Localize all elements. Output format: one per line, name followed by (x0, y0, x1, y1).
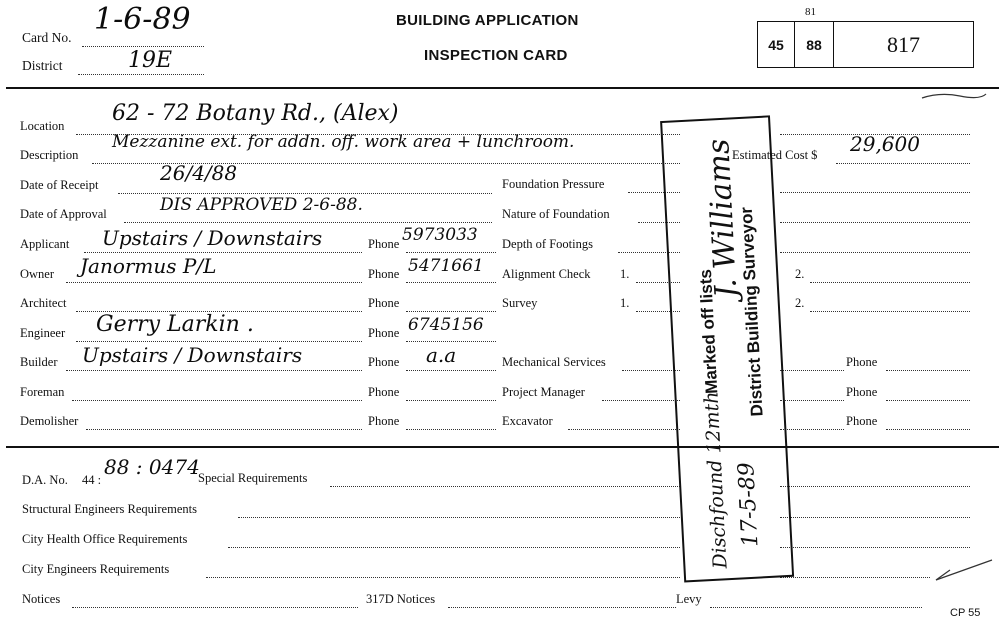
stamp-handwriting-2: 17-5-89 (734, 461, 764, 548)
mechanical-phone-label: Phone (846, 355, 878, 369)
city-engineers-requirements-label: City Engineers Requirements (22, 562, 170, 576)
form-code: CP 55 (950, 607, 981, 619)
pen-mark-top (920, 90, 990, 104)
applicant-phone-label: Phone (368, 237, 400, 251)
applicant-label: Applicant (20, 237, 70, 251)
project-manager-label: Project Manager (502, 385, 585, 399)
owner-phone-value: 5471661 (408, 256, 484, 276)
alignment-num-1: 1. (620, 267, 630, 281)
ref-box-3: 817 (833, 21, 974, 68)
location-value: 62 - 72 Botany Rd., (Alex) (112, 101, 399, 126)
card-no-value: 1-6-89 (94, 2, 191, 37)
engineer-label: Engineer (20, 326, 66, 340)
stamp-signature: J. Williams (701, 137, 745, 299)
divider-middle (6, 446, 999, 448)
survey-label: Survey (502, 296, 538, 310)
architect-label: Architect (20, 296, 67, 310)
date-receipt-value: 26/4/88 (160, 161, 238, 185)
architect-phone-label: Phone (368, 296, 400, 310)
foreman-label: Foreman (20, 385, 65, 399)
engineer-phone-value: 6745156 (408, 315, 484, 335)
levy-label: Levy (676, 592, 702, 606)
stamp-line-2: District Building Surveyor (736, 206, 767, 417)
alignment-check-label: Alignment Check (502, 267, 591, 281)
page-title: BUILDING APPLICATION (396, 12, 579, 29)
estimated-cost-value: 29,600 (850, 132, 920, 156)
applicant-phone-value: 5973033 (402, 225, 478, 245)
ref-box-2: 88 (794, 21, 834, 68)
date-approval-value: DIS APPROVED 2-6-88. (160, 195, 363, 215)
description-value: Mezzanine ext. for addn. off. work area + lunchroom. (112, 132, 575, 152)
survey-num-1: 1. (620, 296, 630, 310)
card-no-label: Card No. (22, 30, 72, 45)
pen-mark-right (932, 556, 998, 586)
date-approval-label: Date of Approval (20, 207, 107, 221)
special-requirements-label: Special Requirements (198, 471, 308, 485)
demolisher-label: Demolisher (20, 414, 79, 428)
excavator-label: Excavator (502, 414, 553, 428)
district-label: District (22, 58, 63, 73)
estimated-cost-label: Estimated Cost $ (732, 148, 818, 162)
district-value: 19E (128, 48, 173, 73)
da-no-value: 88 : 0474 (104, 455, 200, 479)
description-label: Description (20, 148, 79, 162)
survey-num-2: 2. (795, 296, 805, 310)
builder-phone-label: Phone (368, 355, 400, 369)
builder-value: Upstairs / Downstairs (82, 343, 303, 367)
health-requirements-label: City Health Office Requirements (22, 532, 188, 546)
owner-label: Owner (20, 267, 55, 281)
notices-label: Notices (22, 592, 61, 606)
project-manager-phone-label: Phone (846, 385, 878, 399)
excavator-phone-label: Phone (846, 414, 878, 428)
page-subtitle: INSPECTION CARD (424, 47, 568, 64)
district-surveyor-stamp (660, 116, 790, 579)
notices-317d-label: 317D Notices (366, 592, 436, 606)
owner-phone-label: Phone (368, 267, 400, 281)
da-no-prefix: 44 : (82, 473, 102, 487)
engineer-phone-label: Phone (368, 326, 400, 340)
mechanical-label: Mechanical Services (502, 355, 606, 369)
builder-label: Builder (20, 355, 58, 369)
depth-footings-label: Depth of Footings (502, 237, 593, 251)
stamp-line-1: Marked off lists (695, 268, 722, 395)
nature-foundation-label: Nature of Foundation (502, 207, 610, 221)
applicant-value: Upstairs / Downstairs (102, 226, 323, 250)
divider-top (6, 87, 999, 89)
ref-box-1: 45 (757, 21, 795, 68)
builder-phone-value: a.a (426, 343, 457, 367)
owner-value: Janormus P/L (80, 254, 217, 278)
foreman-phone-label: Phone (368, 385, 400, 399)
da-no-label: D.A. No. (22, 473, 68, 487)
box-annotation: 81 (805, 6, 816, 18)
stamp-handwriting-1: Dischfound 12mth (700, 391, 732, 570)
engineer-value: Gerry Larkin . (96, 312, 254, 337)
demolisher-phone-label: Phone (368, 414, 400, 428)
alignment-num-2: 2. (795, 267, 805, 281)
location-label: Location (20, 119, 65, 133)
foundation-pressure-label: Foundation Pressure (502, 177, 605, 191)
date-receipt-label: Date of Receipt (20, 178, 99, 192)
structural-requirements-label: Structural Engineers Requirements (22, 502, 197, 516)
